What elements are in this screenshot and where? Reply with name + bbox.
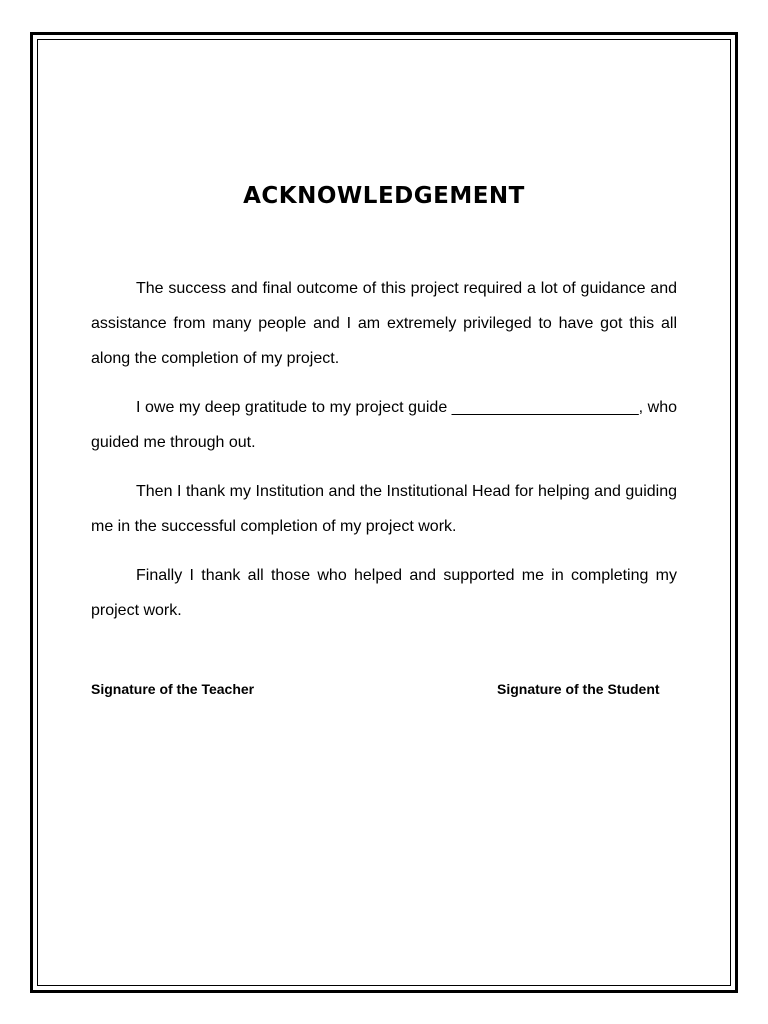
acknowledgement-body [91,271,677,642]
paragraph-2: I owe my deep gratitude to my project guide _____________________, who guided me through out. [91,399,677,451]
paragraph-3: Then I thank my Institution and the Institutional Head for helping and guiding me in the successful completion of my project work. [91,483,677,535]
paragraph-4: Finally I thank all those who helped and supported me in completing my project work. [91,567,677,619]
page-title: ACKNOWLEDGEMENT [243,183,525,209]
paragraph-1: The success and final outcome of this project required a lot of guidance and assistance from many people and I am extremely privileged to have got this all along the completion of my project. [91,280,677,367]
teacher-signature-label: Signature of the Teacher [91,681,255,697]
student-signature-label: Signature of the Student [497,681,660,697]
